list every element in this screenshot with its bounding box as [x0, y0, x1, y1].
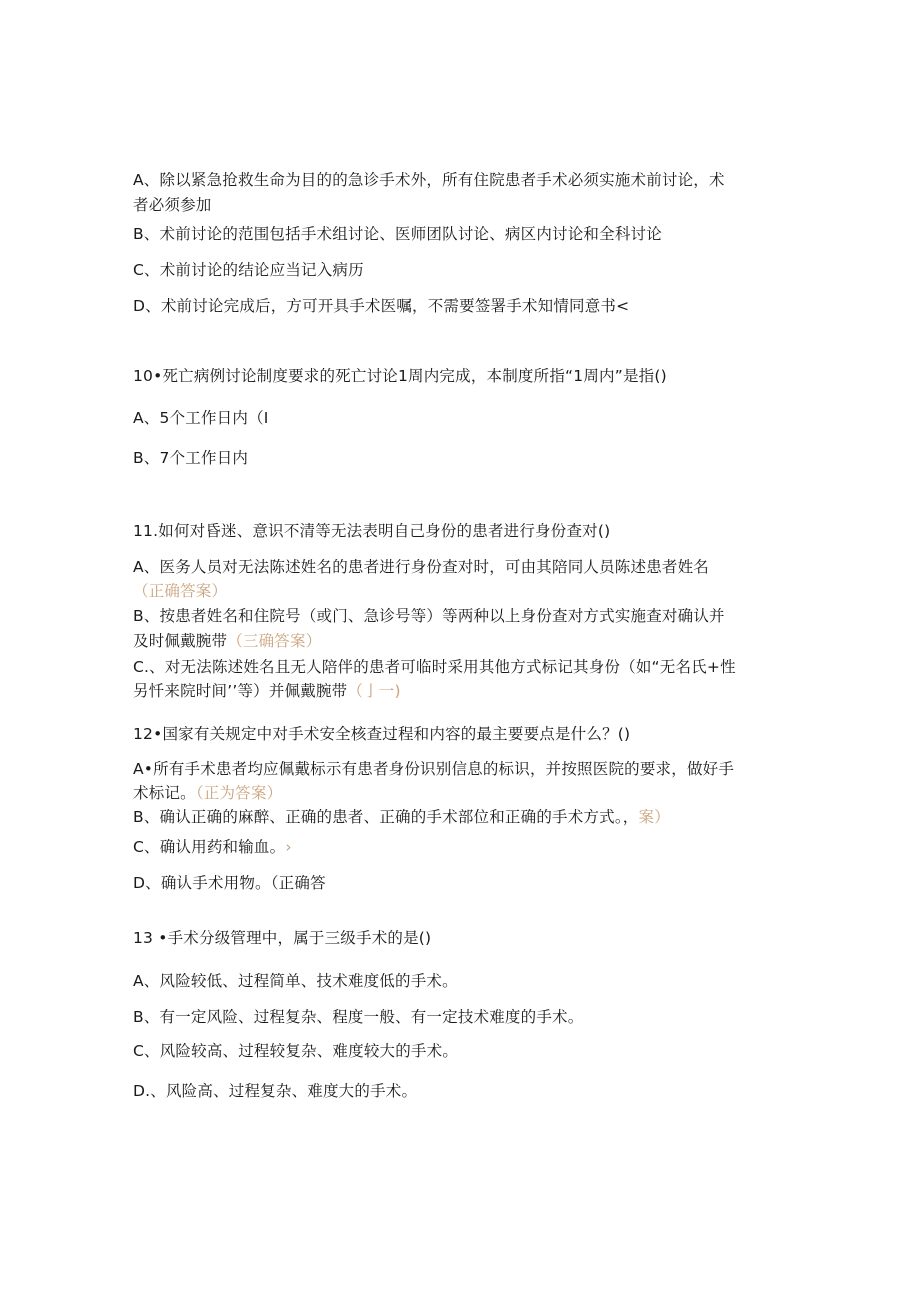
- q12-option-d: D、确认手术用物。（正确答: [133, 874, 326, 892]
- q12-option-c: [133, 837, 292, 857]
- q11-option-b-answer-mark: （三确答案）: [227, 632, 322, 650]
- q12-option-c-text: C、确认用药和输血。: [133, 838, 286, 856]
- q9-option-a-line2: 者必须参加: [133, 196, 212, 214]
- q11-stem: 11.如何对昏迷、意识不清等无法表明自己身份的患者进行身份查对(): [133, 522, 611, 540]
- q10-stem: 10•死亡病例讨论制度要求的死亡讨论1周内完成，本制度所指“1周内”是指(): [133, 367, 667, 385]
- q12-option-b-text: B、确认正确的麻醉、正确的患者、正确的手术部位和正确的手术方式。，: [133, 808, 639, 826]
- q11-option-a-line1: A、医务人员对无法陈述姓名的患者进行身份查对时，可由其陪同人员陈述患者姓名: [133, 558, 710, 576]
- q12-option-a-answer-mark: （正为答案）: [195, 784, 283, 802]
- q12-option-b-answer-mark: 案）: [638, 808, 670, 826]
- q11-option-b-text: 及时佩戴腕带: [133, 632, 228, 650]
- q13-option-c: C、风险较高、过程较复杂、难度较大的手术。: [133, 1042, 459, 1060]
- q10-option-b: B、7个工作日内: [133, 449, 249, 467]
- q13-option-a: A、风险较低、过程简单、技术难度低的手术。: [133, 972, 458, 990]
- q11-option-c-line2: [133, 681, 401, 701]
- q11-option-b-line1: B、按患者姓名和住院号（或门、急诊号等）等两种以上身份查对方式实施查对确认并: [133, 607, 725, 625]
- q9-option-d: D、术前讨论完成后，方可开具手术医嘱，不需要签署手术知情同意书<: [133, 297, 630, 315]
- q11-option-c-answer-mark: （亅一): [347, 682, 401, 700]
- q12-option-b: [133, 807, 670, 827]
- q9-option-c: C、术前讨论的结论应当记入病历: [133, 261, 364, 279]
- q10-option-a: A、5个工作日内（I: [133, 409, 269, 427]
- q12-stem: 12•国家有关规定中对手术安全核查过程和内容的最主要要点是什么？(): [133, 725, 631, 743]
- q9-option-a-line1: A、除以紧急抢救生命为目的的急诊手术外，所有住院患者手术必须实施术前讨论，术: [133, 171, 725, 189]
- q11-option-c-line1: C.、对无法陈述姓名且无人陪伴的患者可临时采用其他方式标记其身份（如“无名氏+性: [133, 658, 736, 676]
- q11-option-b-line2: [133, 631, 321, 651]
- q12-option-a-line2: [133, 783, 282, 803]
- q13-option-d: D.、风险高、过程复杂、难度大的手术。: [133, 1082, 418, 1100]
- q13-option-b: B、有一定风险、过程复杂、程度一般、有一定技术难度的手术。: [133, 1008, 584, 1026]
- q11-option-c-text: 另忏来院时间’’等）并佩戴腕带: [133, 682, 348, 700]
- q9-option-b: B、术前讨论的范围包括手术组讨论、医师团队讨论、病区内讨论和全科讨论: [133, 225, 662, 243]
- q11-option-a-answer-mark: （正确答案）: [133, 582, 228, 600]
- q13-stem: 13 •手术分级管理中，属于三级手术的是(): [133, 929, 432, 947]
- q12-option-a-line1: A•所有手术患者均应佩戴标示有患者身份识别信息的标识，并按照医院的要求，做好手: [133, 760, 735, 778]
- q12-option-a-text: 术标记。: [133, 784, 196, 802]
- q12-option-c-answer-mark: ›: [285, 838, 292, 856]
